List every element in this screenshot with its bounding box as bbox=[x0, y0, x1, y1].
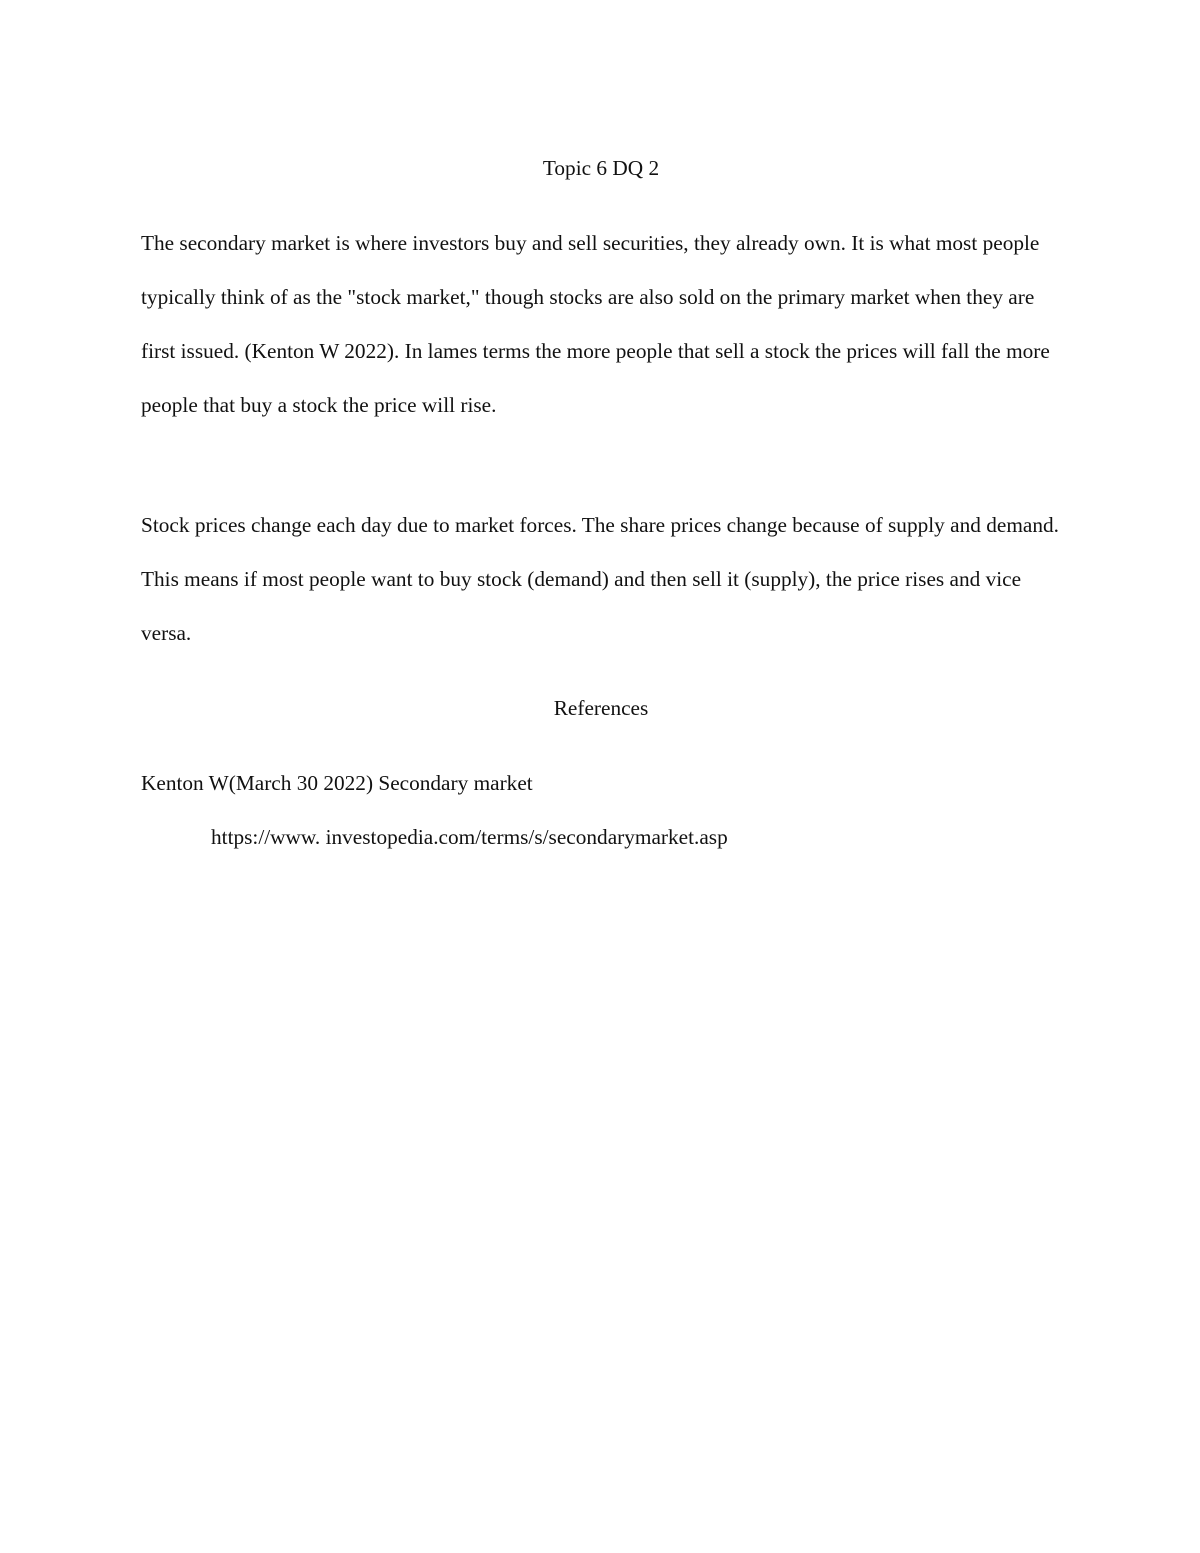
reference-citation: Kenton W(March 30 2022) Secondary market bbox=[141, 771, 533, 795]
document-body bbox=[141, 150, 1061, 864]
paragraph-secondary-market: The secondary market is where investors buy and sell securities, they already own. It is what most people typically think of as the "stock market," though stocks are also sold on the primary market when they are first issued. (Kenton W 2022). In lames terms the more people that sell a stock the prices will fall the more people that buy a stock the price will rise. bbox=[141, 231, 1050, 417]
reference-url: https://www. investopedia.com/terms/s/secondarymarket.asp bbox=[211, 825, 728, 849]
paragraph-spacer bbox=[141, 432, 1061, 498]
reference-entry bbox=[141, 756, 1061, 864]
document-title: Topic 6 DQ 2 bbox=[542, 156, 660, 180]
references-heading: References bbox=[553, 696, 649, 720]
paragraph-stock-prices: Stock prices change each day due to market forces. The share prices change because of supply and demand. This means if most people want to buy stock (demand) and then sell it (supply), the price rises and vice versa. bbox=[141, 513, 1059, 645]
